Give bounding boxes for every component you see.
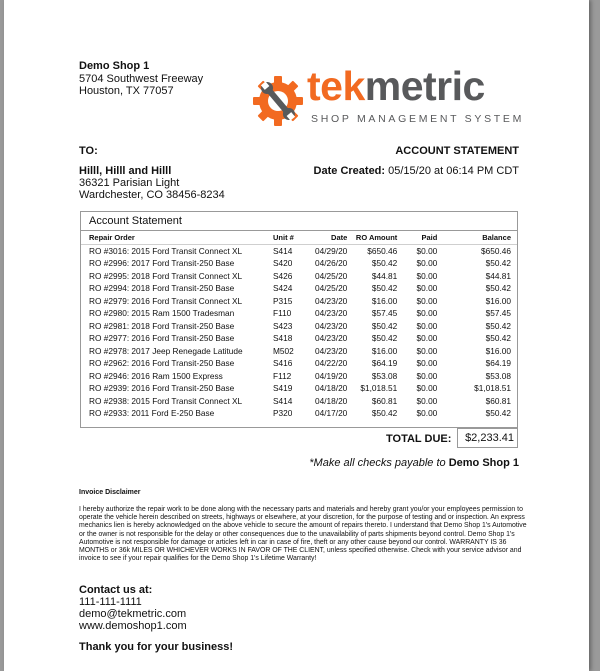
cell-unit: S418 [273,333,293,343]
cell-date: 04/25/20 [315,270,348,281]
cell-paid: $0.00 [416,358,438,368]
logo-tagline: SHOP MANAGEMENT SYSTEM [311,113,525,125]
statement-title: ACCOUNT STATEMENT [395,145,519,157]
table-row [81,407,517,420]
cell-balance: $50.42 [485,408,511,418]
table-row [81,357,517,370]
cell-ro-amount: $1,018.51 [360,383,398,393]
cell-ro-amount: $650.46 [367,245,398,256]
cell-balance: $57.45 [485,308,511,318]
cell-repair-order: RO #2938: 2015 Ford Transit Connect XL [89,395,243,406]
table-row [81,395,517,408]
table-row [81,244,517,257]
cell-ro-amount: $50.42 [371,283,398,293]
table-row [81,295,517,308]
cell-ro-amount: $50.42 [371,320,398,331]
cell-date: 04/23/20 [315,308,348,318]
cell-balance: $64.19 [485,358,511,368]
cell-balance: $60.81 [485,395,511,406]
cell-balance: $53.08 [485,370,511,381]
disclaimer-title: Invoice Disclaimer [79,489,141,496]
cell-unit: M502 [273,345,294,356]
col-header-balance: Balance [441,231,517,244]
contact-phone: 111-111-1111 [79,596,142,608]
cell-unit: S414 [273,245,293,256]
cell-repair-order: RO #2946: 2016 Ram 1500 Express [89,370,223,381]
date-created-label: Date Created: [313,165,386,177]
cell-repair-order: RO #2994: 2018 Ford Transit-250 Base [89,283,235,293]
cell-ro-amount: $50.42 [371,408,398,418]
cell-unit: S416 [273,358,293,368]
customer-address-line1: 36321 Parisian Light [79,177,180,189]
cell-balance: $50.42 [485,283,511,293]
col-header-date: Date [311,231,351,244]
cell-paid: $0.00 [416,408,438,418]
cell-unit: S424 [273,283,293,293]
cell-date: 04/22/20 [315,358,348,368]
shop-address-line1: 5704 Southwest Freeway [79,72,204,85]
cell-repair-order: RO #2939: 2016 Ford Transit-250 Base [89,383,235,393]
cell-unit: S423 [273,320,293,331]
cell-date: 04/17/20 [315,408,348,418]
disclaimer-text: I hereby authorize the repair work to be done along with the necessary parts and materials and hereby grant you/or your employees permission to operate the vehicle herein described on streets, highways or elsewhere, at your discretion, for the purpose of testing and or inspection. An express mechanics lien is hereby acknowledged on the above vehicle to secure the amount of repairs thereto. I understand that Demo Shop 1's Automotive or the owner is not responsible for the delay or other consequences due to the unavailability of parts shipments beyond control. Demo Shop 1's Automotive is not responsible for damage or articles left in car in case of fire, theft or any other cause beyond our control. WARRANTY IS 36 MONTHS or 36k MILES OR WHICHEVER WORKS IN FAVOR OF THE CLIENT, unless specified otherwise. Check with your service advisor and invoice to see if your repair qualifies for the Demo Shop 1's Lifetime Warranty! [79,506,527,563]
cell-repair-order: RO #2977: 2016 Ford Transit-250 Base [89,333,235,343]
payment-note [309,457,519,469]
cell-date: 04/29/20 [315,245,348,256]
cell-date: 04/18/20 [315,383,348,393]
shop-info [79,60,203,98]
cell-repair-order: RO #2933: 2011 Ford E-250 Base [89,408,215,418]
cell-unit: P315 [273,295,293,306]
cell-paid: $0.00 [416,345,438,356]
table-row [81,345,517,358]
cell-balance: $16.00 [485,295,511,306]
cell-unit: S426 [273,270,293,281]
table-row [81,257,517,270]
cell-date: 04/26/20 [315,258,348,268]
statement-box-title: Account Statement [81,212,517,231]
cell-balance: $650.46 [481,245,511,256]
cell-ro-amount: $50.42 [371,258,398,268]
cell-date: 04/23/20 [315,295,348,306]
cell-date: 04/23/20 [315,345,348,356]
tekmetric-logo [249,63,525,128]
date-created-value: 05/15/20 at 06:14 PM CDT [388,165,519,177]
cell-unit: F112 [273,370,292,381]
cell-balance: $44.81 [485,270,511,281]
cell-repair-order: RO #2995: 2018 Ford Transit Connect XL [89,270,243,281]
cell-ro-amount: $53.08 [371,370,398,381]
cell-date: 04/25/20 [315,283,348,293]
cell-unit: P320 [273,408,293,418]
cell-date: 04/23/20 [315,333,348,343]
cell-unit: S414 [273,395,293,406]
cell-paid: $0.00 [416,270,438,281]
closing-message: Thank you for your business! [79,641,234,653]
cell-repair-order: RO #2962: 2016 Ford Transit-250 Base [89,358,235,368]
cell-ro-amount: $57.45 [371,308,398,318]
cell-balance: $50.42 [485,333,511,343]
cell-paid: $0.00 [416,308,438,318]
table-row [81,282,517,295]
col-header-unit: Unit # [269,231,311,244]
cell-paid: $0.00 [416,370,438,381]
customer-name: Hilll, Hilll and Hilll [79,165,172,177]
contact-website: www.demoshop1.com [79,620,187,632]
cell-paid: $0.00 [416,258,438,268]
cell-date: 04/18/20 [315,395,348,406]
cell-paid: $0.00 [416,320,438,331]
table-row [81,320,517,333]
table-row [81,307,517,320]
total-due-value: $2,233.41 [457,428,518,448]
cell-ro-amount: $64.19 [371,358,398,368]
contact-info [79,584,187,632]
cell-paid: $0.00 [416,295,438,306]
cell-ro-amount: $50.42 [371,333,398,343]
cell-ro-amount: $16.00 [371,345,398,356]
cell-repair-order: RO #2980: 2015 Ram 1500 Tradesman [89,308,235,318]
cell-ro-amount: $60.81 [371,395,398,406]
repair-order-rows [81,244,517,420]
cell-balance: $50.42 [485,320,511,331]
contact-label: Contact us at: [79,584,153,596]
table-row [81,270,517,283]
cell-paid: $0.00 [416,395,438,406]
customer-info [79,165,225,201]
cell-paid: $0.00 [416,283,438,293]
cell-balance: $50.42 [485,258,511,268]
cell-ro-amount: $16.00 [371,295,398,306]
cell-paid: $0.00 [416,383,438,393]
payment-note-payee: Demo Shop 1 [448,457,519,469]
payment-note-prefix: *Make all checks payable to [309,457,446,469]
col-header-paid: Paid [401,231,441,244]
cell-paid: $0.00 [416,245,438,256]
cell-date: 04/23/20 [315,320,348,331]
cell-repair-order: RO #2996: 2017 Ford Transit-250 Base [89,258,235,268]
cell-balance: $1,018.51 [474,383,511,393]
cell-unit: S420 [273,258,293,268]
cell-paid: $0.00 [416,333,438,343]
logo-wordmark: tekmetric [307,63,485,109]
cell-repair-order: RO #3016: 2015 Ford Transit Connect XL [89,245,243,256]
statement-page [4,0,589,671]
shop-name: Demo Shop 1 [79,60,150,72]
total-due-label: TOTAL DUE: [386,433,452,445]
cell-repair-order: RO #2981: 2018 Ford Transit-250 Base [89,320,235,331]
table-row [81,332,517,345]
gear-wrench-icon [249,72,307,130]
cell-balance: $16.00 [485,345,511,356]
date-created [314,165,519,177]
table-row [81,370,517,383]
cell-unit: S419 [273,383,293,393]
repair-order-table [81,231,517,420]
col-header-repair-order: Repair Order [81,231,269,244]
account-statement-box [80,211,518,428]
cell-ro-amount: $44.81 [371,270,398,281]
col-header-ro-amount: RO Amount [351,231,401,244]
cell-unit: F110 [273,308,292,318]
cell-repair-order: RO #2978: 2017 Jeep Renegade Latitude [89,345,243,356]
table-header-row [81,231,517,244]
contact-email: demo@tekmetric.com [79,608,187,620]
cell-repair-order: RO #2979: 2016 Ford Transit Connect XL [89,295,243,306]
cell-date: 04/19/20 [315,370,348,381]
customer-address-line2: Wardchester, CO 38456-8234 [79,189,225,201]
table-row [81,382,517,395]
to-label: TO: [79,145,98,157]
shop-address-line2: Houston, TX 77057 [79,85,174,97]
